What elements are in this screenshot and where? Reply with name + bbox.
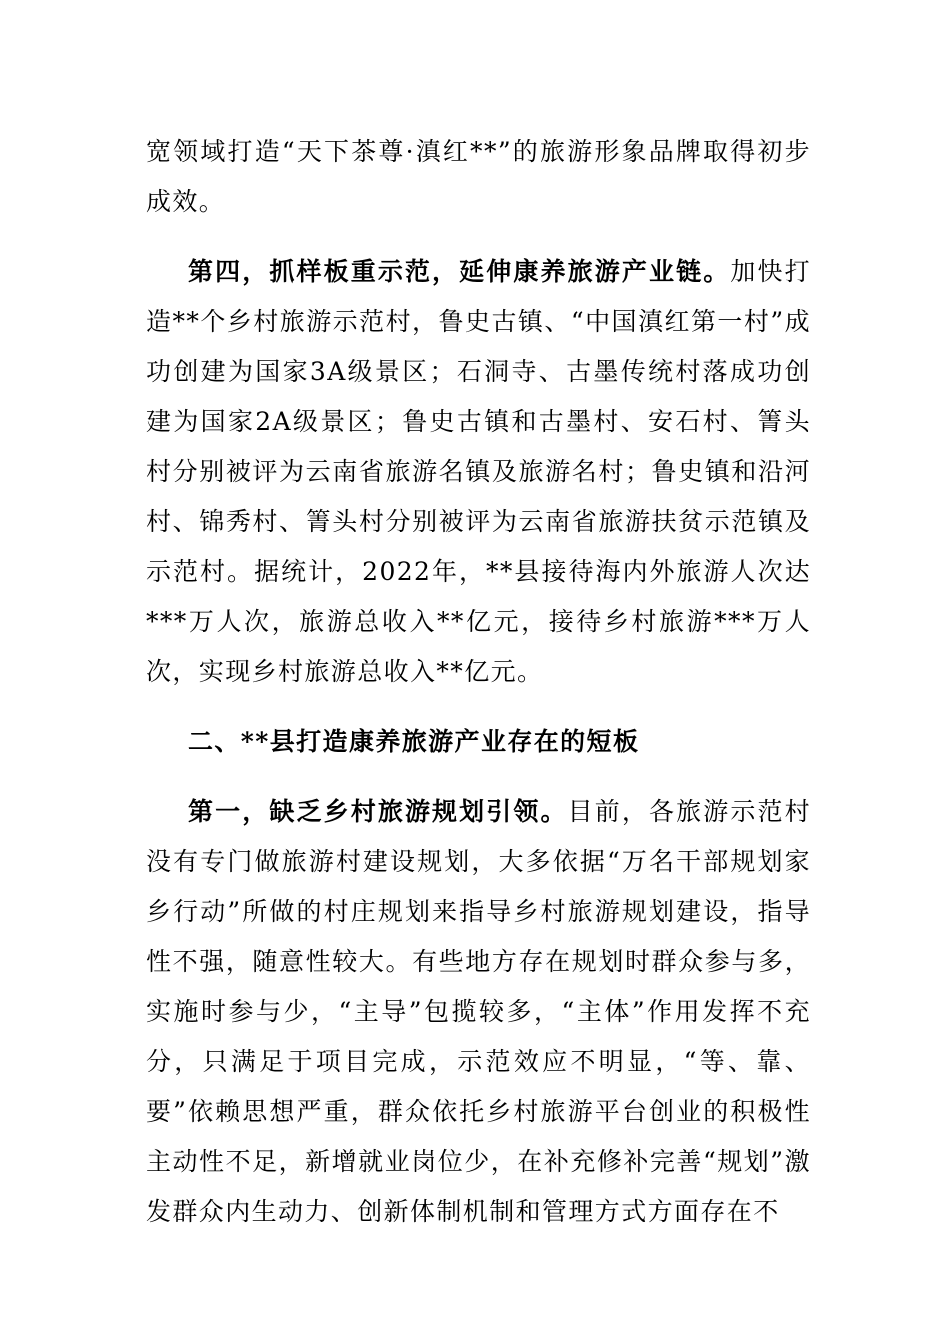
paragraph-fourth: [146, 247, 811, 697]
document-body: [146, 127, 811, 1257]
paragraph-lead: 第四，抓样板重示范，延伸康养旅游产业链。: [188, 257, 731, 286]
paragraph-text: 加快打造**个乡村旅游示范村，鲁史古镇、“中国滇红第一村”成功创建为国家3A级景区；石洞寺、古墨传统村落成功创建为国家2A级景区；鲁史古镇和古墨村、安石村、箐头村分别被评为云南省旅游名镇及旅游名村；鲁史镇和沿河村、锦秀村、箐头村分别被评为云南省旅游扶贫示范镇及示范村。据统计，2022年，**县接待海内外旅游人次达***万人次，旅游总收入**亿元，接待乡村旅游***万人次，实现乡村旅游总收入**亿元。: [146, 257, 811, 686]
section-heading: 二、**县打造康养旅游产业存在的短板: [188, 727, 640, 756]
paragraph-text: 宽领域打造“天下茶尊·滇红**”的旅游形象品牌取得初步成效。: [146, 137, 811, 216]
paragraph-lead: 第一，缺乏乡村旅游规划引领。: [188, 797, 568, 826]
paragraph-first: [146, 787, 811, 1237]
paragraph-text: 目前，各旅游示范村没有专门做旅游村建设规划，大多依据“万名干部规划家乡行动”所做的村庄规划来指导乡村旅游规划建设，指导性不强，随意性较大。有些地方存在规划时群众参与多，实施时参与少，“主导”包揽较多，“主体”作用发挥不充分，只满足于项目完成，示范效应不明显，“等、靠、要”依赖思想严重，群众依托乡村旅游平台创业的积极性主动性不足，新增就业岗位少，在补充修补完善“规划”激发群众内生动力、创新体制机制和管理方式方面存在不: [146, 797, 811, 1226]
paragraph-continuation: [146, 127, 811, 227]
